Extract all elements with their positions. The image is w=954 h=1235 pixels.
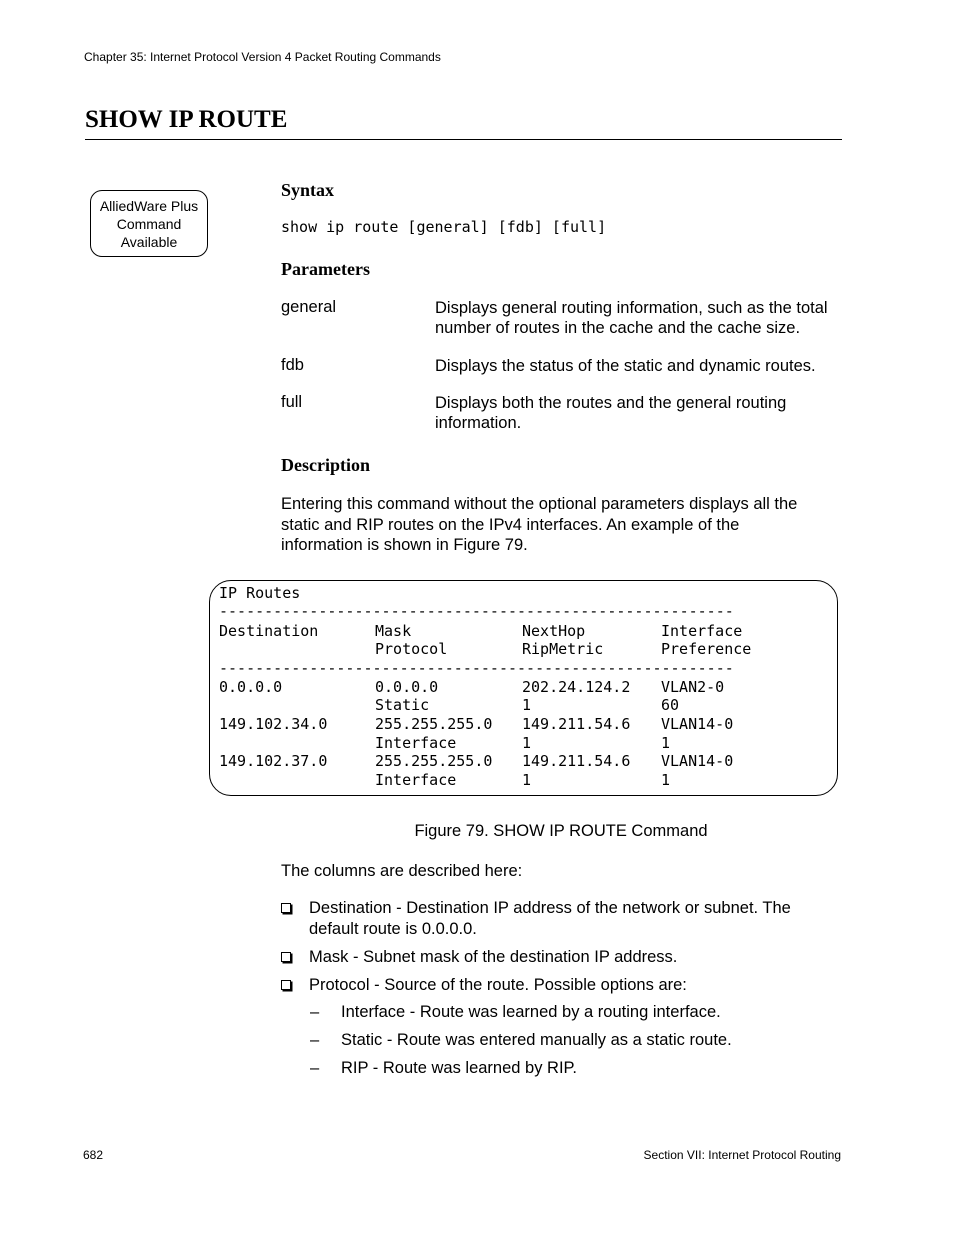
- route-preference: 60: [661, 696, 680, 714]
- dash-bullet-icon: –: [310, 1003, 320, 1021]
- description-line: Entering this command without the optional parameters displays all the: [281, 495, 798, 513]
- route-mask: 0.0.0.0: [375, 678, 439, 696]
- col-header-mask: Mask: [375, 622, 412, 640]
- route-nexthop: 202.24.124.2: [522, 678, 631, 696]
- param-term-fdb: fdb: [281, 356, 304, 374]
- route-ripmetric: 1: [522, 734, 532, 752]
- alliedware-plus-badge: [90, 190, 208, 257]
- sub-bullet-rip: RIP - Route was learned by RIP.: [341, 1059, 578, 1077]
- page-title: SHOW IP ROUTE: [85, 106, 288, 133]
- title-rule: [85, 139, 842, 140]
- route-mask: 255.255.255.0: [375, 752, 493, 770]
- param-desc-line: Displays general routing information, such as the total: [435, 299, 828, 317]
- param-term-general: general: [281, 298, 337, 316]
- description-line: information is shown in Figure 79.: [281, 536, 528, 554]
- route-destination: 0.0.0.0: [219, 678, 283, 696]
- bullet-line: default route is 0.0.0.0.: [309, 919, 477, 938]
- route-preference: 1: [661, 771, 671, 789]
- figure-caption: Figure 79. SHOW IP ROUTE Command: [414, 822, 708, 840]
- dash-bullet-icon: –: [310, 1059, 320, 1077]
- bullet-mask: Mask - Subnet mask of the destination IP address.: [309, 948, 678, 966]
- route-protocol: Interface: [375, 734, 457, 752]
- col-header-interface: Interface: [661, 622, 743, 640]
- bullet-destination: [309, 898, 849, 939]
- badge-line-2: Command: [116, 216, 182, 232]
- route-destination: 149.102.37.0: [219, 752, 328, 770]
- badge-line-3: Available: [120, 234, 178, 250]
- param-desc-line: Displays both the routes and the general routing: [435, 394, 787, 412]
- route-preference: 1: [661, 734, 671, 752]
- sub-bullet-interface: Interface - Route was learned by a routing interface.: [341, 1003, 721, 1021]
- col-header-destination: Destination: [219, 622, 319, 640]
- description-text: [281, 494, 841, 556]
- sub-bullet-static: Static - Route was entered manually as a static route.: [341, 1031, 732, 1049]
- route-interface: VLAN14-0: [661, 715, 734, 733]
- route-ripmetric: 1: [522, 771, 532, 789]
- param-desc-full: [435, 393, 845, 433]
- param-desc-general: [435, 298, 845, 338]
- figure-divider: ---------------------------------------------------------: [219, 602, 734, 620]
- col-header-protocol: Protocol: [375, 640, 448, 658]
- syntax-command: show ip route [general] [fdb] [full]: [281, 218, 607, 236]
- param-desc-line: information.: [435, 414, 522, 432]
- footer-section: Section VII: Internet Protocol Routing: [643, 1148, 841, 1162]
- figure-title: IP Routes: [219, 584, 301, 602]
- checkbox-bullet-icon: [281, 902, 291, 916]
- bullet-protocol: Protocol - Source of the route. Possible options are:: [309, 976, 687, 994]
- checkbox-bullet-icon: [281, 979, 291, 993]
- col-header-preference: Preference: [661, 640, 752, 658]
- route-protocol: Interface: [375, 771, 457, 789]
- bullet-line: Destination - Destination IP address of the network or subnet. The: [309, 899, 791, 917]
- running-header: Chapter 35: Internet Protocol Version 4 Packet Routing Commands: [84, 50, 441, 64]
- badge-line-1: AlliedWare Plus: [99, 198, 199, 214]
- param-desc-line: number of routes in the cache and the cache size.: [435, 319, 801, 337]
- dash-bullet-icon: –: [310, 1031, 320, 1049]
- param-desc-line: Displays the status of the static and dynamic routes.: [435, 357, 816, 375]
- col-header-ripmetric: RipMetric: [522, 640, 604, 658]
- route-destination: 149.102.34.0: [219, 715, 328, 733]
- param-desc-fdb: [435, 356, 845, 376]
- description-line: static and RIP routes on the IPv4 interfaces. An example of the: [281, 515, 740, 534]
- checkbox-bullet-icon: [281, 951, 291, 965]
- page-number: 682: [83, 1148, 104, 1162]
- syntax-heading: Syntax: [281, 180, 335, 200]
- route-protocol: Static: [375, 696, 430, 714]
- route-nexthop: 149.211.54.6: [522, 752, 631, 770]
- route-interface: VLAN2-0: [661, 678, 725, 696]
- figure-divider: ---------------------------------------------------------: [219, 659, 734, 677]
- route-mask: 255.255.255.0: [375, 715, 493, 733]
- parameters-heading: Parameters: [281, 259, 370, 279]
- col-header-nexthop: NextHop: [522, 622, 586, 640]
- columns-intro: The columns are described here:: [281, 862, 523, 880]
- description-heading: Description: [281, 455, 370, 475]
- route-interface: VLAN14-0: [661, 752, 734, 770]
- route-nexthop: 149.211.54.6: [522, 715, 631, 733]
- route-ripmetric: 1: [522, 696, 532, 714]
- param-term-full: full: [281, 393, 303, 411]
